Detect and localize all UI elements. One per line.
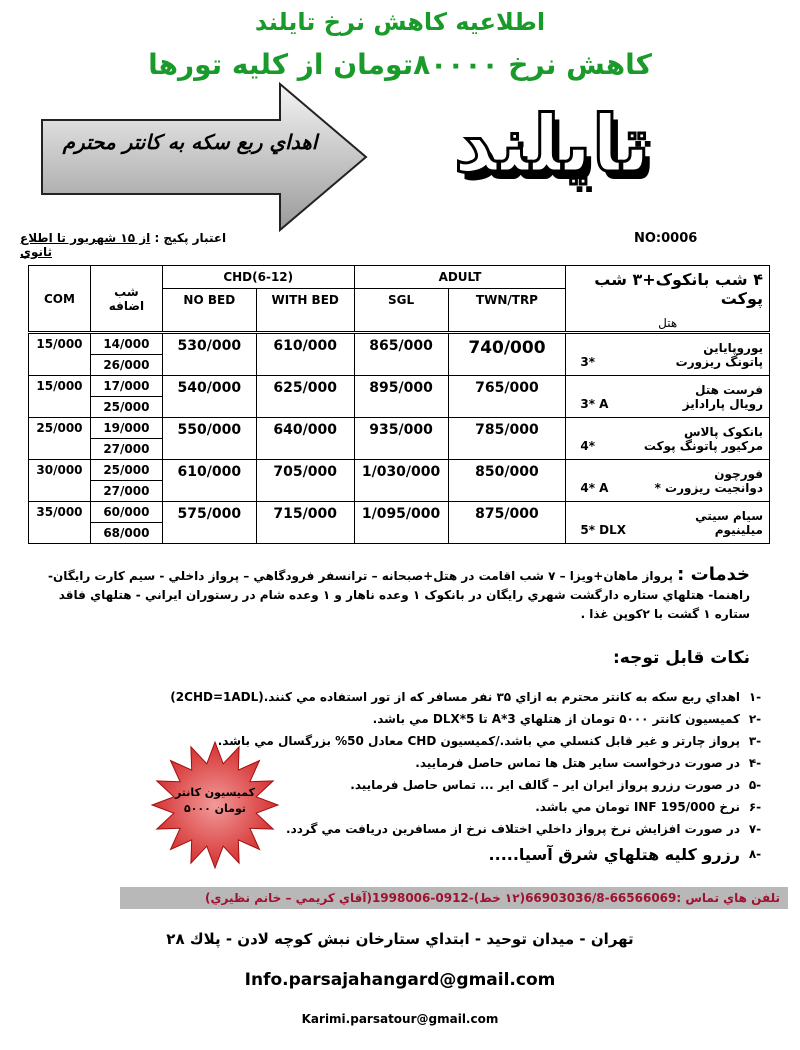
karimi-email[interactable]: Karimi.parsatour@gmail.com: [301, 1012, 499, 1026]
hotel-cell: [566, 502, 770, 544]
announcement-subtitle: کاهش نرخ ۸۰۰۰۰تومان از کلیه تورها: [148, 48, 652, 81]
star-rating: 4*: [580, 439, 595, 453]
extra-night-cell: 60/000: [90, 502, 162, 523]
extra-night-cell: 27/000: [90, 439, 162, 460]
chd-header: CHD(6-12): [162, 266, 354, 289]
hotel-name-1: فرست هتل: [695, 382, 763, 397]
hotel-name-1: سيام سيتي: [695, 508, 763, 523]
extra-night-header: شب اضافه: [90, 266, 162, 333]
note-number: -۱: [748, 690, 762, 704]
price-table: [28, 265, 770, 544]
com-cell: 15/000: [29, 376, 91, 418]
commission-burst-text: [163, 785, 267, 817]
hotel-name-2: مرکيور پاتونگ پوکت: [643, 438, 763, 453]
extra-night-cell: 27/000: [90, 481, 162, 502]
extra-night-cell: 19/000: [90, 418, 162, 439]
no-bed-cell: 530/000: [162, 333, 256, 376]
with-bed-header: WITH BED: [256, 289, 354, 333]
office-address: تهران - ميدان توحيد - ابتداي ستارخان نبش كوچه لادن - پلاك ۲۸: [166, 930, 634, 948]
note-number: -۷: [748, 822, 762, 836]
sgl-cell: 1/095/000: [354, 502, 448, 544]
star-rating: 3* A: [580, 397, 609, 411]
hotel-header: [566, 266, 770, 333]
list-item: [120, 686, 770, 708]
announcement-title: اطلاعیه کاهش نرخ تایلند: [254, 8, 546, 36]
services-line1: [20, 565, 750, 586]
package-validity: [20, 231, 260, 259]
table-header-row: [29, 266, 770, 289]
nights-title: ۴ شب بانکوک+۳ شب پوکت: [594, 269, 763, 308]
services-line2: راهنما- هتلهاي ستاره دارگشت شهري رايگان در بانکوک ۱ وعده ناهار و ۱ وعده شام در رستوران ايراني - هتلهاي فاقد: [58, 588, 750, 602]
hotel-cell: [566, 460, 770, 502]
hotel-name-1: يوروپاياين: [703, 340, 763, 355]
services-label: خدمات :: [677, 564, 750, 585]
twn-cell: 875/000: [448, 502, 566, 544]
note-number: -۵: [748, 778, 762, 792]
note-number: -۸: [748, 847, 762, 861]
burst-line1: كميسيون كانتر: [174, 786, 256, 799]
services-line3: ستاره ۱ گشت با ۲کوپن غذا .: [580, 607, 750, 621]
with-bed-cell: 705/000: [256, 460, 354, 502]
services-text1: پرواز ماهان+ويزا – ۷ شب اقامت در هتل+صبحانه – ترانسفر فرودگاهي – پرواز داخلي - سيم كارت رايگان-: [48, 569, 673, 583]
with-bed-cell: 640/000: [256, 418, 354, 460]
sgl-cell: 865/000: [354, 333, 448, 376]
note-number: -۴: [748, 756, 762, 770]
no-bed-header: NO BED: [162, 289, 256, 333]
twn-cell: 850/000: [448, 460, 566, 502]
hotel-name-1: بانکوک پالاس: [684, 424, 763, 439]
no-bed-cell: 610/000: [162, 460, 256, 502]
with-bed-cell: 715/000: [256, 502, 354, 544]
extra-night-cell: 25/000: [90, 460, 162, 481]
validity-label: اعتبار پكيج :: [154, 231, 227, 245]
no-bed-cell: 540/000: [162, 376, 256, 418]
notes-title: نكات قابل توجه:: [612, 648, 750, 668]
with-bed-cell: 610/000: [256, 333, 354, 376]
note-text: در صورت افزايش نرخ پرواز داخلي اختلاف نرخ از مسافرين دريافت مي گردد.: [286, 822, 740, 836]
document-number: NO:0006: [634, 231, 698, 246]
table-body: [29, 333, 770, 544]
table-row: [29, 333, 770, 355]
table-row: [29, 460, 770, 481]
twn-header: TWN/TRP: [448, 289, 566, 333]
star-rating: 3*: [580, 355, 595, 369]
extra-night-cell: 68/000: [90, 523, 162, 544]
hotel-cell: [566, 333, 770, 376]
arrow-label: اهداي ربع سكه به كانتر محترم: [62, 130, 318, 154]
note-text: اهداي ربع سكه به كانتر محترم به ازاي ۳۵ نفر مسافر كه از تور استفاده مي كنند.(2CHD=1ADL): [170, 690, 740, 704]
note-number: -۲: [748, 712, 762, 726]
sgl-cell: 895/000: [354, 376, 448, 418]
com-cell: 15/000: [29, 333, 91, 376]
extra-night-cell: 17/000: [90, 376, 162, 397]
burst-line2: ۵۰۰۰ تومان: [183, 802, 247, 815]
twn-cell: 785/000: [448, 418, 566, 460]
adult-header: ADULT: [354, 266, 566, 289]
star-rating: 5* DLX: [580, 523, 627, 537]
contact-phones: تلفن هاي تماس :66566069-66903036/8(۱۲ خط)-0912-1998006(آقاي كريمي – خانم نظيري): [120, 887, 788, 909]
extra-night-cell: 26/000: [90, 355, 162, 376]
right-arrow-graphic: [40, 82, 370, 232]
note-text: در صورت درخواست ساير هتل ها تماس حاصل فرماييد.: [415, 756, 740, 770]
note-text: پرواز چارتر و غير قابل كنسلي مي باشد./كميسيون CHD معادل 50% بزرگسال مي باشد.: [217, 734, 740, 748]
sgl-cell: 1/030/000: [354, 460, 448, 502]
note-text: در صورت رزرو پرواز ايران اير – گالف اير ... تماس حاصل فرماييد.: [350, 778, 740, 792]
hotel-label: هتل: [658, 315, 678, 330]
extra-night-cell: 25/000: [90, 397, 162, 418]
with-bed-cell: 625/000: [256, 376, 354, 418]
hotel-name-2: دوانجيت ريزورت *: [654, 480, 763, 495]
com-cell: 30/000: [29, 460, 91, 502]
hotel-cell: [566, 376, 770, 418]
thailand-title: تایلند: [453, 100, 651, 190]
hotel-name-2: ميلينيوم: [714, 522, 763, 537]
services-section: [20, 565, 750, 624]
note-text: رزرو كليه هتلهاي شرق آسيا.....: [488, 844, 740, 864]
note-number: -۶: [748, 800, 762, 814]
table-row: [29, 502, 770, 523]
validity-value: از ۱۵ شهريور تا اطلاع ثانوي: [20, 231, 151, 259]
table-row: [29, 376, 770, 397]
hotel-cell: [566, 418, 770, 460]
twn-cell: 765/000: [448, 376, 566, 418]
sgl-header: SGL: [354, 289, 448, 333]
sgl-cell: 935/000: [354, 418, 448, 460]
note-number: -۳: [748, 734, 762, 748]
note-text: نرخ INF 195/000 تومان مي باشد.: [535, 800, 740, 814]
info-email[interactable]: Info.parsajahangard@gmail.com: [244, 970, 556, 990]
list-item: [120, 708, 770, 730]
note-text: كميسيون كانتر ۵۰۰۰ تومان از هتلهاي 3*A تا 5*DLX مي باشد.: [372, 712, 740, 726]
hotel-name-2: رويال پارادايز: [682, 396, 763, 411]
com-cell: 25/000: [29, 418, 91, 460]
hotel-name-2: پاتونگ ريزورت: [675, 354, 763, 369]
no-bed-cell: 575/000: [162, 502, 256, 544]
twn-cell: 740/000: [448, 333, 566, 376]
star-rating: 4* A: [580, 481, 609, 495]
extra-night-cell: 14/000: [90, 333, 162, 355]
no-bed-cell: 550/000: [162, 418, 256, 460]
price-table-wrapper: [28, 265, 770, 544]
table-row: [29, 418, 770, 439]
com-header: COM: [29, 266, 91, 333]
hotel-name-1: فورچون: [714, 466, 763, 481]
com-cell: 35/000: [29, 502, 91, 544]
